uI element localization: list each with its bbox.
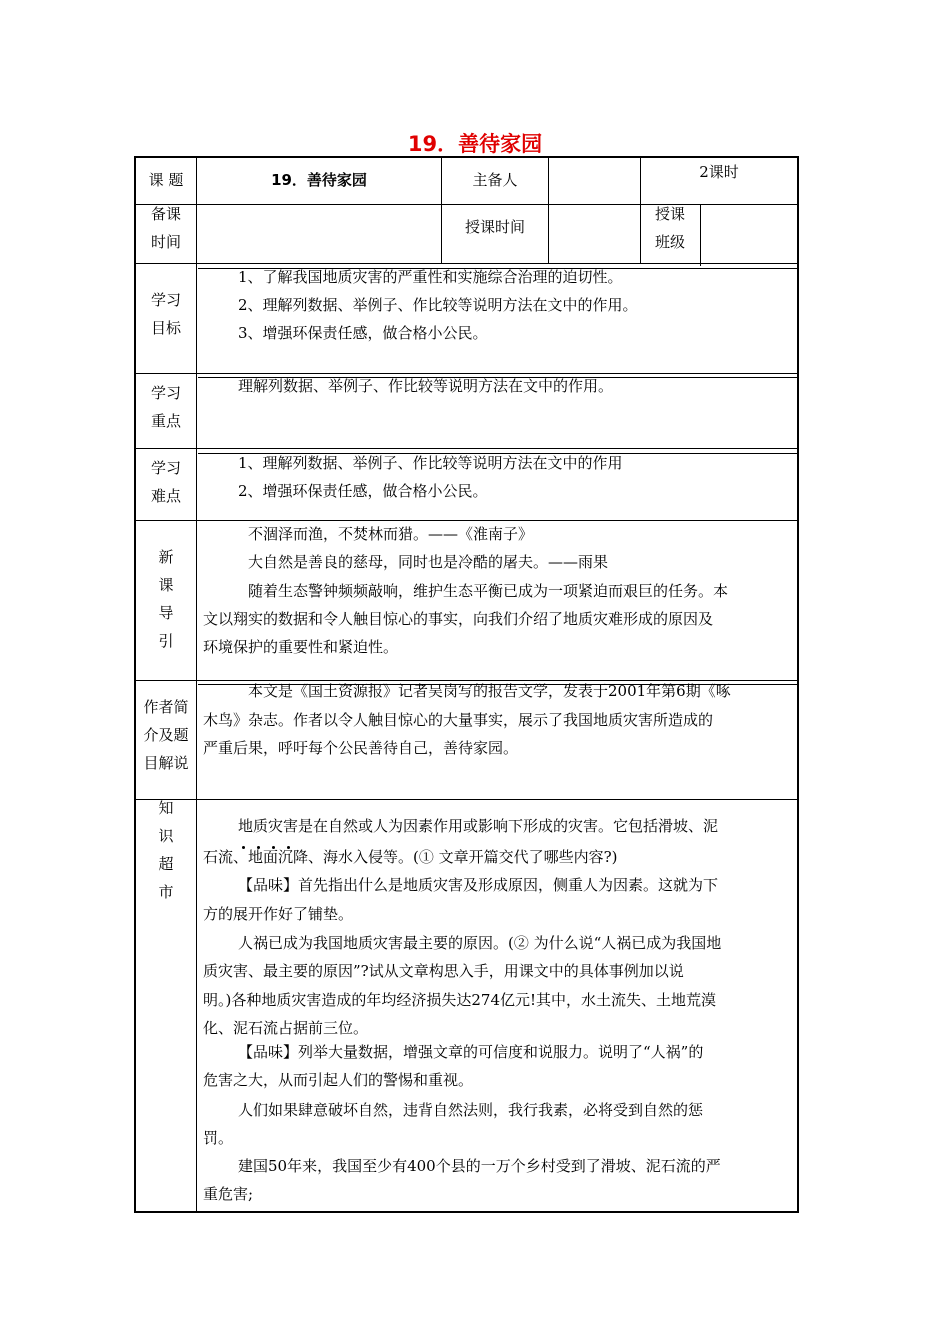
intro-line: 大自然是善良的慈母，同时也是冷酷的屠夫。——雨果 [248,553,609,571]
topic-label: 课 题 [148,171,184,189]
intro-label-char: 引 [158,632,174,650]
author-line: 木鸟》杂志。作者以令人触目惊心的大量事实，展示了我国地质灾害所造成的 [203,711,714,729]
difficulty-item: 2、增强环保责任感，做合格小公民。 [238,482,488,500]
class-label-1: 授课 [655,205,686,223]
topic-value: 19．善待家园 [271,171,367,189]
intro-line: 环境保护的重要性和紧迫性。 [203,638,399,656]
knowledge-line: 方的展开作好了铺垫。 [203,905,354,923]
knowledge-line: 罚。 [203,1129,234,1147]
goal-item: 3、增强环保责任感，做合格小公民。 [238,324,488,342]
intro-label-char: 导 [158,604,174,622]
focus-label-1: 学习 [150,384,181,402]
prep-time-label-2: 时间 [150,233,181,251]
goals-label-1: 学习 [150,291,181,309]
intro-label-char: 新 [158,548,174,566]
goals-label-2: 目标 [150,319,181,337]
author-line: 严重后果，呼吁每个公民善待自己，善待家园。 [203,739,519,757]
knowledge-line: 【品味】列举大量数据，增强文章的可信度和说服力。说明了“人祸”的 [238,1043,704,1061]
intro-line: 随着生态警钟频频敲响，维护生态平衡已成为一项紧迫而艰巨的任务。本 [248,582,729,600]
author-line: 本文是《国土资源报》记者吴岗写的报告文学，发表于2001年第6期《啄 [248,682,731,700]
knowledge-line: 石流、地面沉降、海水入侵等。(① 文章开篇交代了哪些内容?) [203,848,618,866]
knowledge-line: 危害之大，从而引起人们的警惕和重视。 [203,1071,474,1089]
knowledge-line: 地质灾害是在自然或人为因素作用或影响下形成的灾害。它包括滑坡、泥 [238,817,719,835]
knowledge-line: 化、泥石流占据前三位。 [203,1019,369,1037]
knowledge-line: 重危害; [203,1185,254,1203]
knowledge-line: 建国50年来，我国至少有400个县的一万个乡村受到了滑坡、泥石流的严 [238,1157,721,1175]
page-title: 19．善待家园 [407,132,543,156]
preparer-label: 主备人 [472,171,518,189]
knowledge-line: 质灾害、最主要的原因”?试从文章构思入手，用课文中的具体事例加以说 [203,962,684,980]
knowledge-label-char: 知 [158,799,174,817]
focus-label-2: 重点 [150,412,181,430]
author-label-line: 作者简 [143,698,189,716]
knowledge-line: 【品味】首先指出什么是地质灾害及形成原因，侧重人为因素。这就为下 [238,876,719,894]
knowledge-label-char: 超 [158,855,174,873]
prep-time-label-1: 备课 [150,205,181,223]
knowledge-label-char: 市 [158,883,174,901]
goal-item: 1、了解我国地质灾害的严重性和实施综合治理的迫切性。 [238,268,623,286]
author-label-line: 目解说 [143,754,189,772]
hours-value: 2课时 [699,163,739,181]
difficulty-item: 1、理解列数据、举例子、作比较等说明方法在文中的作用 [238,454,623,472]
focus-text: 理解列数据、举例子、作比较等说明方法在文中的作用。 [238,377,614,395]
class-label-2: 班级 [655,233,686,251]
knowledge-line: 人祸已成为我国地质灾害最主要的原因。(② 为什么说“人祸已成为我国地 [238,934,722,952]
knowledge-line: 人们如果肆意破坏自然，违背自然法则，我行我素，必将受到自然的惩 [238,1101,704,1119]
knowledge-label-char: 识 [158,827,174,845]
intro-label-char: 课 [158,576,174,594]
difficulty-label-1: 学习 [150,459,181,477]
author-label-line: 介及题 [143,726,189,744]
goal-item: 2、理解列数据、举例子、作比较等说明方法在文中的作用。 [238,296,638,314]
intro-line: 文以翔实的数据和令人触目惊心的事实，向我们介绍了地质灾难形成的原因及 [203,610,714,628]
intro-line: 不涸泽而渔，不焚林而猎。——《淮南子》 [248,525,534,543]
teach-time-label: 授课时间 [464,218,525,236]
knowledge-line: 明。)各种地质灾害造成的年均经济损失达274亿元!其中，水土流失、土地荒漠 [203,991,717,1009]
difficulty-label-2: 难点 [150,487,181,505]
